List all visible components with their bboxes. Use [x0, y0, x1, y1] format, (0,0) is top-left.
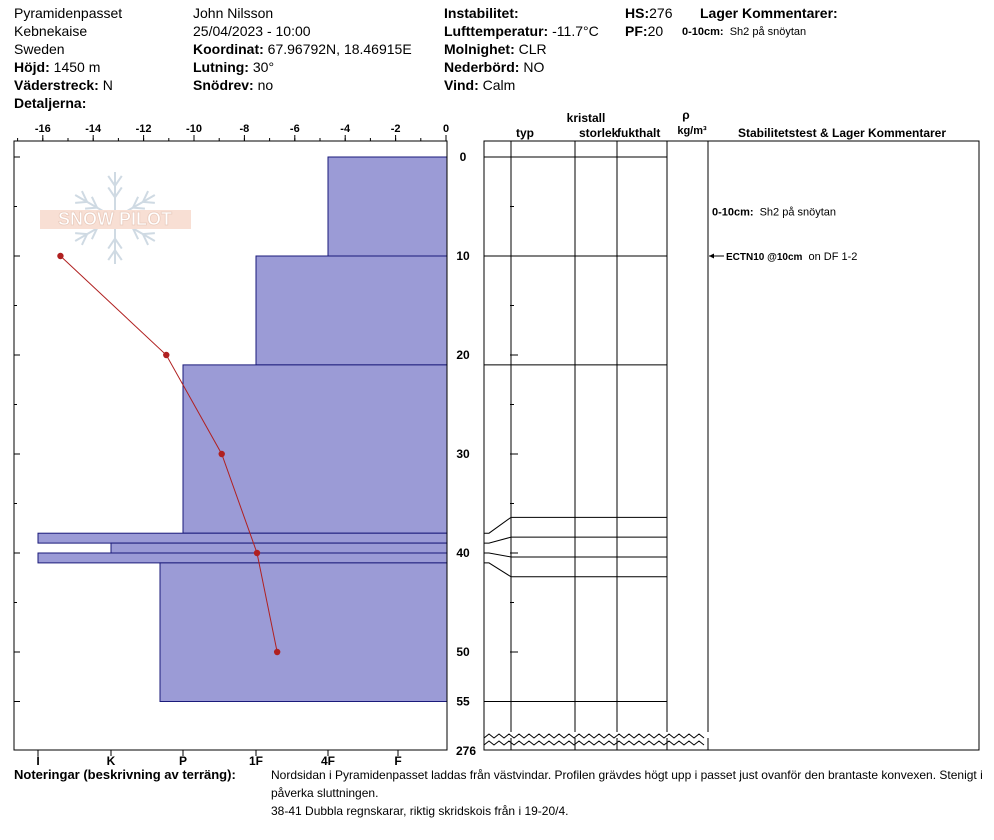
elevation-label: Höjd: [14, 59, 50, 75]
wind-label: Vind: [444, 77, 479, 93]
temp-tick-label: -10 [186, 123, 202, 135]
notes-label: Noteringar (beskrivning av terräng): [14, 767, 236, 782]
flake-branch [115, 239, 122, 249]
temp-tick-label: -6 [289, 123, 300, 135]
flake-branch [108, 176, 115, 186]
precip-label: Nederbörd: [444, 59, 520, 75]
layer-connector [484, 563, 511, 577]
country-name: Sweden [14, 41, 65, 57]
flake-branch [115, 176, 122, 186]
annotation-text: on DF 1-2 [808, 251, 858, 263]
hardness-tick-label: K [106, 754, 116, 765]
hardness-layer-2 [183, 365, 447, 533]
hardness-tick-label: 4F [320, 754, 336, 765]
details-label: Detaljerna: [14, 95, 87, 111]
depth-tick-label: 55 [456, 694, 470, 709]
temp-point [219, 451, 225, 457]
flake-branch [75, 202, 87, 203]
airtemp-value: -11.7°C [552, 23, 599, 39]
aspect-label: Väderstreck: [14, 77, 99, 93]
hs-label: HS: [625, 5, 650, 21]
depth-tick-label: 30 [456, 447, 470, 461]
layer-connector [484, 553, 511, 557]
hardness-tick-label: P [178, 754, 188, 765]
col-header-kristall: kristall [566, 111, 606, 125]
col-header-rho-unit: kg/m³ [677, 125, 707, 137]
elevation-value: 1450 m [53, 59, 101, 75]
hardness-tick-label: F [394, 754, 402, 765]
depth-tick-label: 20 [456, 348, 470, 362]
pf-label: PF: [625, 23, 648, 39]
flake-branch [143, 202, 155, 203]
flake-branch [115, 250, 122, 260]
wind-value: Calm [482, 77, 516, 93]
precip-value: NO [523, 59, 545, 75]
layer-connector [484, 537, 511, 543]
annotation-arrowhead [709, 254, 714, 259]
hardness-tick-label: 1F [248, 754, 264, 765]
region-name: Kebnekaise [14, 23, 88, 39]
annotation-c2 [726, 251, 857, 263]
sky-label: Molnighet: [444, 41, 515, 57]
flake-branch [143, 233, 155, 234]
sky-value: CLR [518, 41, 547, 57]
hs-value: 276 [649, 5, 673, 21]
depth-tick-label: 40 [456, 546, 470, 560]
hardness-layer-5 [38, 553, 447, 563]
logo-text: SNOW PILOT [58, 209, 172, 229]
notes-line-2: 38-41 Dubbla regnskarar, riktig skridskois från i 19-20/4. [271, 804, 569, 818]
slope-value: 30° [252, 59, 275, 75]
layer-connector [484, 517, 511, 533]
temp-point [274, 649, 280, 655]
temp-tick-label: -16 [34, 123, 51, 135]
temp-point [163, 352, 169, 358]
temp-point [254, 550, 260, 556]
layer-comment-depth: 0-10cm: [682, 26, 724, 38]
flake-branch [115, 187, 122, 197]
annotation-bold: ECTN10 @10cm [726, 252, 803, 263]
instability-label: Instabilitet: [444, 5, 519, 21]
observer-name: John Nilsson [193, 5, 274, 21]
temp-tick-label: 0 [442, 123, 450, 135]
col-header-fukthalt: fukthalt [617, 126, 661, 140]
zigzag-break-top [484, 734, 704, 738]
layer-comment-text: Sh2 på snöytan [729, 26, 807, 38]
hardness-tick-label: I [36, 754, 40, 765]
flake-branch [75, 233, 87, 234]
flake-branch [108, 187, 115, 197]
coord-label: Koordinat: [193, 41, 264, 57]
depth-tick-label: 10 [456, 249, 470, 263]
col-header-rho: ρ [682, 108, 690, 122]
drift-value: no [257, 77, 274, 93]
aspect-value: N [102, 77, 113, 93]
temp-tick-label: -14 [85, 123, 102, 135]
zigzag-break-bottom [484, 741, 704, 745]
hardness-layer-6 [160, 563, 447, 702]
col-header-storlek: storlek [579, 126, 619, 140]
flake-branch [108, 250, 115, 260]
annotation-text: Sh2 på snöytan [759, 206, 837, 219]
hardness-layer-1 [256, 256, 447, 365]
hardness-layer-4 [111, 543, 447, 553]
hardness-layer-3 [38, 533, 447, 543]
notes-line-1: Nordsidan i Pyramidenpasset laddas från västvindar. Profilen grävdes högt upp i passet just ovanför den brantaste konvexen. Stenigt i påverka sluttningen. [271, 768, 983, 800]
depth-tick-label: 50 [456, 645, 470, 659]
airtemp-label: Lufttemperatur: [444, 23, 549, 39]
snowpilot-logo [40, 172, 191, 264]
observation-datetime: 25/04/2023 - 10:00 [193, 23, 311, 39]
coord-value: 67.96792N, 18.46915E [267, 41, 412, 57]
col-header-typ: typ [516, 126, 534, 140]
temp-point [57, 253, 63, 259]
annotation-c1 [712, 206, 836, 218]
temp-tick-label: -8 [239, 123, 250, 135]
depth-bottom-label: 276 [455, 744, 477, 758]
slope-label: Lutning: [193, 59, 249, 75]
temp-tick-label: -4 [340, 123, 351, 135]
pf-value: 20 [647, 23, 664, 39]
drift-label: Snödrev: [193, 77, 254, 93]
location-name: Pyramidenpasset [14, 5, 123, 21]
annotation-bold: 0-10cm: [712, 206, 754, 219]
depth-tick-label: 0 [459, 150, 467, 164]
layer-comments-label: Lager Kommentarer: [700, 5, 838, 21]
temp-tick-label: -12 [135, 123, 152, 135]
flake-branch [108, 239, 115, 249]
hardness-layer-0 [328, 157, 447, 256]
notes-text [271, 766, 993, 820]
layer-table-frame [484, 141, 979, 750]
col-header-stability: Stabilitetstest & Lager Kommentarer [737, 126, 947, 140]
temp-tick-label: -2 [390, 123, 401, 135]
